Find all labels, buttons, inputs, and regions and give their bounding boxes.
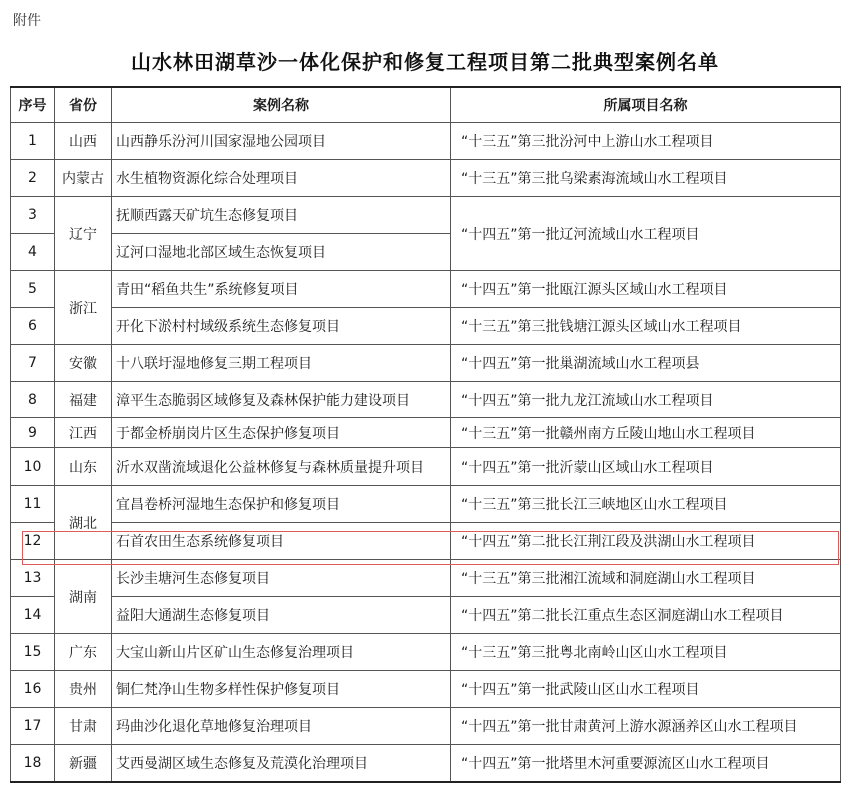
row-project-name: “十三五”第三批湘江流域和洞庭湖山水工程项目 [451, 560, 841, 597]
row-province: 山西 [55, 123, 112, 160]
row-case-name: 漳平生态脆弱区域修复及森林保护能力建设项目 [112, 382, 451, 418]
row-seq: 4 [11, 234, 55, 271]
table-row [11, 745, 841, 782]
document-title: 山水林田湖草沙一体化保护和修复工程项目第二批典型案例名单 [131, 50, 719, 74]
row-project-name: “十四五”第一批瓯江源头区域山水工程项目 [451, 271, 841, 308]
row-project-name: “十三五”第一批赣州南方丘陵山地山水工程项目 [451, 418, 841, 448]
row-seq: 16 [11, 671, 55, 708]
row-seq: 6 [11, 308, 55, 345]
row-project-name: “十四五”第二批长江荆江段及洪湖山水工程项目 [451, 523, 841, 560]
row-case-name: 沂水双凿流域退化公益林修复与森林质量提升项目 [112, 448, 451, 486]
row-project-name: “十四五”第一批塔里木河重要源流区山水工程项目 [451, 745, 841, 782]
row-project-name: “十四五”第一批武陵山区山水工程项目 [451, 671, 841, 708]
row-province: 新疆 [55, 745, 112, 782]
row-case-name: 艾西曼湖区域生态修复及荒漠化治理项目 [112, 745, 451, 782]
row-seq: 2 [11, 160, 55, 197]
row-seq: 3 [11, 197, 55, 234]
row-province: 福建 [55, 382, 112, 418]
row-seq: 7 [11, 345, 55, 382]
table-row [11, 345, 841, 382]
row-province: 甘肃 [55, 708, 112, 745]
row-project-name: “十四五”第一批甘肃黄河上游水源涵养区山水工程项目 [451, 708, 841, 745]
table-row [11, 708, 841, 745]
table-row [11, 271, 841, 308]
row-case-name: 玛曲沙化退化草地修复治理项目 [112, 708, 451, 745]
row-seq: 8 [11, 382, 55, 418]
row-case-name: 开化下淤村村域级系统生态修复项目 [112, 308, 451, 345]
row-case-name: 宜昌卷桥河湿地生态保护和修复项目 [112, 486, 451, 523]
table-row [11, 597, 841, 634]
table-row [11, 448, 841, 486]
row-province: 湖北 [55, 486, 112, 560]
row-case-name: 抚顺西露天矿坑生态修复项目 [112, 197, 451, 234]
row-case-name: 石首农田生态系统修复项目 [112, 523, 451, 560]
row-case-name: 益阳大通湖生态修复项目 [112, 597, 451, 634]
table-row [11, 523, 841, 560]
row-case-name: 铜仁梵净山生物多样性保护修复项目 [112, 671, 451, 708]
row-province: 浙江 [55, 271, 112, 345]
header-project-name: 所属项目名称 [451, 87, 841, 123]
row-province: 江西 [55, 418, 112, 448]
row-project-name: “十三五”第三批长江三峡地区山水工程项目 [451, 486, 841, 523]
table-row [11, 671, 841, 708]
row-seq: 17 [11, 708, 55, 745]
row-seq: 5 [11, 271, 55, 308]
row-case-name: 大宝山新山片区矿山生态修复治理项目 [112, 634, 451, 671]
row-case-name: 水生植物资源化综合处理项目 [112, 160, 451, 197]
row-seq: 14 [11, 597, 55, 634]
row-case-name: 长沙圭塘河生态修复项目 [112, 560, 451, 597]
row-seq: 11 [11, 486, 55, 523]
table-row [11, 418, 841, 448]
table-row [11, 308, 841, 345]
case-list-table [10, 86, 841, 783]
row-project-name: “十四五”第一批巢湖流域山水工程项县 [451, 345, 841, 382]
table-row [11, 560, 841, 597]
row-case-name: 山西静乐汾河川国家湿地公园项目 [112, 123, 451, 160]
row-case-name: 青田“稻鱼共生”系统修复项目 [112, 271, 451, 308]
row-seq: 9 [11, 418, 55, 448]
row-province: 湖南 [55, 560, 112, 634]
row-province: 山东 [55, 448, 112, 486]
row-project-name: “十四五”第一批九龙江流域山水工程项目 [451, 382, 841, 418]
row-project-name: “十四五”第一批辽河流域山水工程项目 [451, 197, 841, 271]
row-seq: 15 [11, 634, 55, 671]
table-header-row [11, 87, 841, 123]
row-seq: 18 [11, 745, 55, 782]
table-row [11, 486, 841, 523]
row-case-name: 辽河口湿地北部区域生态恢复项目 [112, 234, 451, 271]
row-project-name: “十三五”第三批粤北南岭山区山水工程项目 [451, 634, 841, 671]
row-seq: 10 [11, 448, 55, 486]
row-seq: 13 [11, 560, 55, 597]
row-project-name: “十三五”第三批乌梁素海流域山水工程项目 [451, 160, 841, 197]
row-seq: 12 [11, 523, 55, 560]
row-province: 辽宁 [55, 197, 112, 271]
row-province: 广东 [55, 634, 112, 671]
row-project-name: “十四五”第一批沂蒙山区域山水工程项目 [451, 448, 841, 486]
row-province: 安徽 [55, 345, 112, 382]
row-seq: 1 [11, 123, 55, 160]
header-province: 省份 [55, 87, 112, 123]
header-seq: 序号 [11, 87, 55, 123]
table-row [11, 123, 841, 160]
row-project-name: “十三五”第三批汾河中上游山水工程项目 [451, 123, 841, 160]
row-project-name: “十三五”第三批钱塘江源头区域山水工程项目 [451, 308, 841, 345]
row-case-name: 于都金桥崩岗片区生态保护修复项目 [112, 418, 451, 448]
row-province: 贵州 [55, 671, 112, 708]
table-row [11, 382, 841, 418]
row-province: 内蒙古 [55, 160, 112, 197]
table-row [11, 634, 841, 671]
table-row [11, 160, 841, 197]
header-case-name: 案例名称 [112, 87, 451, 123]
table-row [11, 197, 841, 234]
row-case-name: 十八联圩湿地修复三期工程项目 [112, 345, 451, 382]
attachment-label: 附件 [13, 13, 41, 29]
row-project-name: “十四五”第二批长江重点生态区洞庭湖山水工程项目 [451, 597, 841, 634]
